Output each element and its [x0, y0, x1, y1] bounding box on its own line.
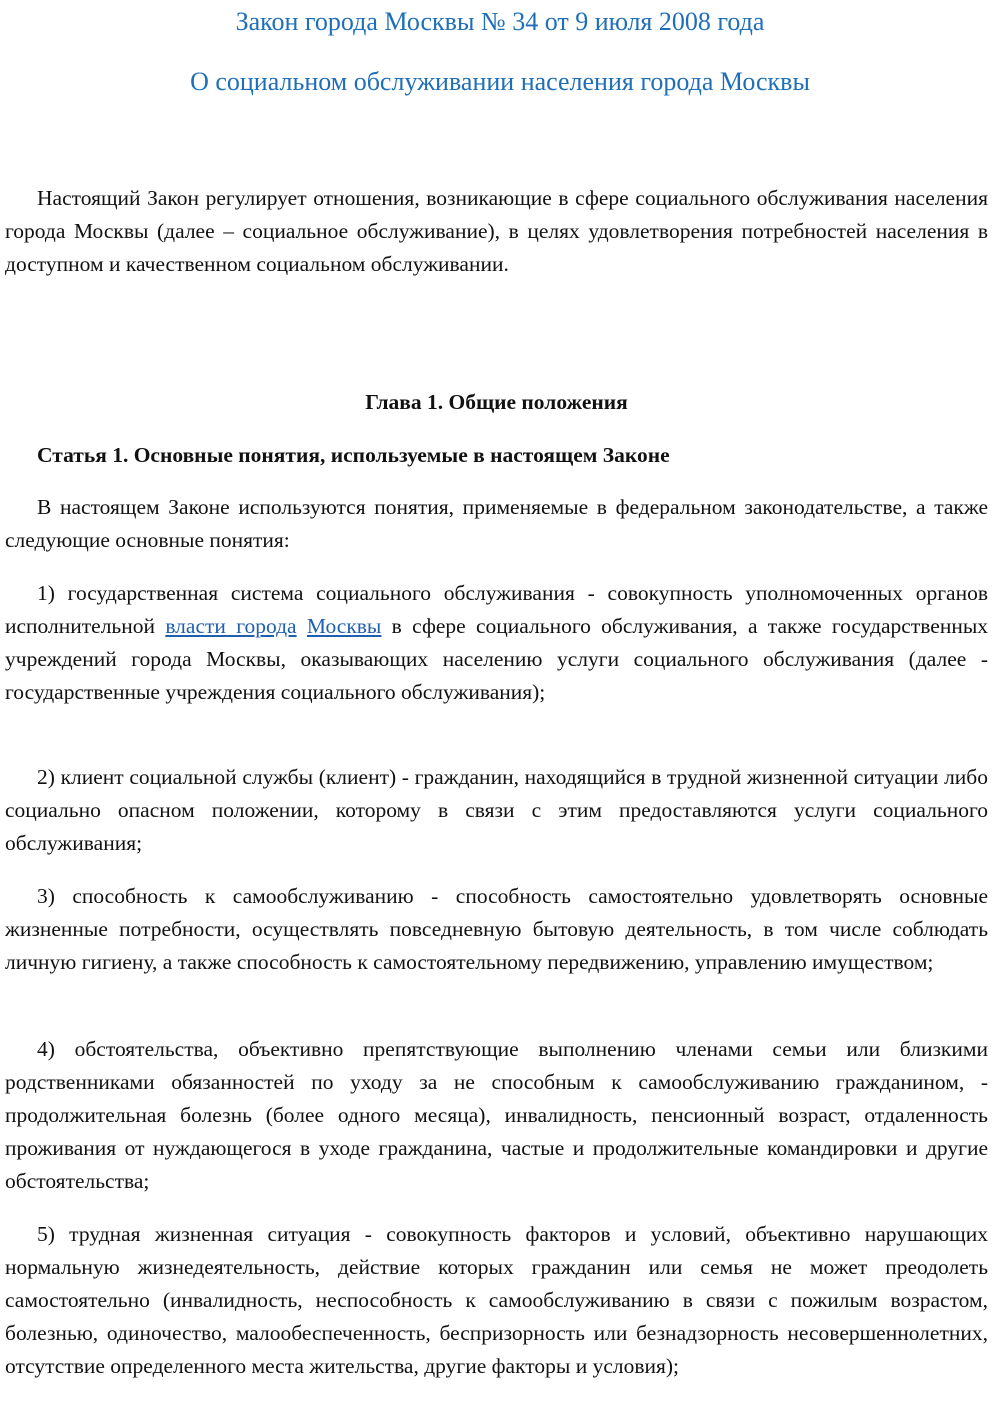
link-vlasti-goroda[interactable]: власти города [165, 614, 297, 638]
document-subtitle: О социальном обслуживании населения города Москвы [190, 67, 810, 96]
item-2-block [5, 761, 988, 860]
link-moskvy[interactable]: Москвы [306, 614, 382, 638]
item-3-paragraph: 3) способность к самообслуживанию - способность самостоятельно удовлетворять основные жизненные потребности, осуществлять повседневную бытовую деятельность, в том числе соблюдать личную гигиену, а также способность к самостоятельному передвижению, управлению имуществом; [5, 884, 988, 974]
item-5-block [5, 1218, 988, 1383]
intro-block [5, 182, 988, 281]
intro-paragraph: Настоящий Закон регулирует отношения, возникающие в сфере социального обслуживания населения города Москвы (далее – социальное обслуживание), в целях удовлетворения потребностей населения в доступном и качественном социальном обслуживании. [5, 186, 988, 276]
article-heading: Статья 1. Основные понятия, используемые в настоящем Законе [37, 443, 670, 467]
item-1-block [5, 577, 988, 709]
item-1-text-between [297, 614, 307, 638]
item-3-block [5, 880, 988, 979]
article-intro-paragraph: В настоящем Законе используются понятия, применяемые в федеральном законодательстве, а также следующие основные понятия: [5, 495, 988, 552]
item-5-paragraph: 5) трудная жизненная ситуация - совокупность факторов и условий, объективно нарушающих нормальную жизнедеятельность, действие которых гражданин или семья не может преодолеть самостоятельно (инвалидность, неспособность к самообслуживанию в связи с пожилым возрастом, болезнью, одиночество, малообеспеченность, беспризорность или безнадзорность несовершеннолетних, отсутствие определенного места жительства, другие факторы и условия); [5, 1222, 988, 1378]
item-1-text-after: в сфере социального обслуживания, а также государственных учреждений города Москвы, оказывающих населению услуги социального обслуживания (далее - государственные учреждения социального обслуживания); [5, 614, 989, 704]
article-block [5, 439, 988, 472]
chapter-block [5, 386, 988, 419]
item-4-block [5, 1033, 988, 1198]
item-2-paragraph: 2) клиент социальной службы (клиент) - гражданин, находящийся в трудной жизненной ситуации либо социально опасном положении, которому в связи с этим предоставляются услуги социального обслуживания; [5, 765, 988, 855]
document-title: Закон города Москвы № 34 от 9 июля 2008 года [235, 7, 765, 36]
item-1-paragraph [5, 577, 988, 709]
chapter-heading: Глава 1. Общие положения [365, 390, 628, 414]
article-intro-block [5, 491, 988, 557]
item-4-paragraph: 4) обстоятельства, объективно препятствующие выполнению членами семьи или близкими родственниками обязанностей по уходу за не способным к самообслуживанию гражданином, - продолжительная болезнь (более одного месяца), инвалидность, пенсионный возраст, отдаленность проживания от нуждающегося в уходе гражданина, частые и продолжительные командировки и другие обстоятельства; [5, 1037, 988, 1193]
item-1-text-before: 1) государственная система социального обслуживания - совокупность уполномоченных органов исполнительной [5, 581, 988, 638]
